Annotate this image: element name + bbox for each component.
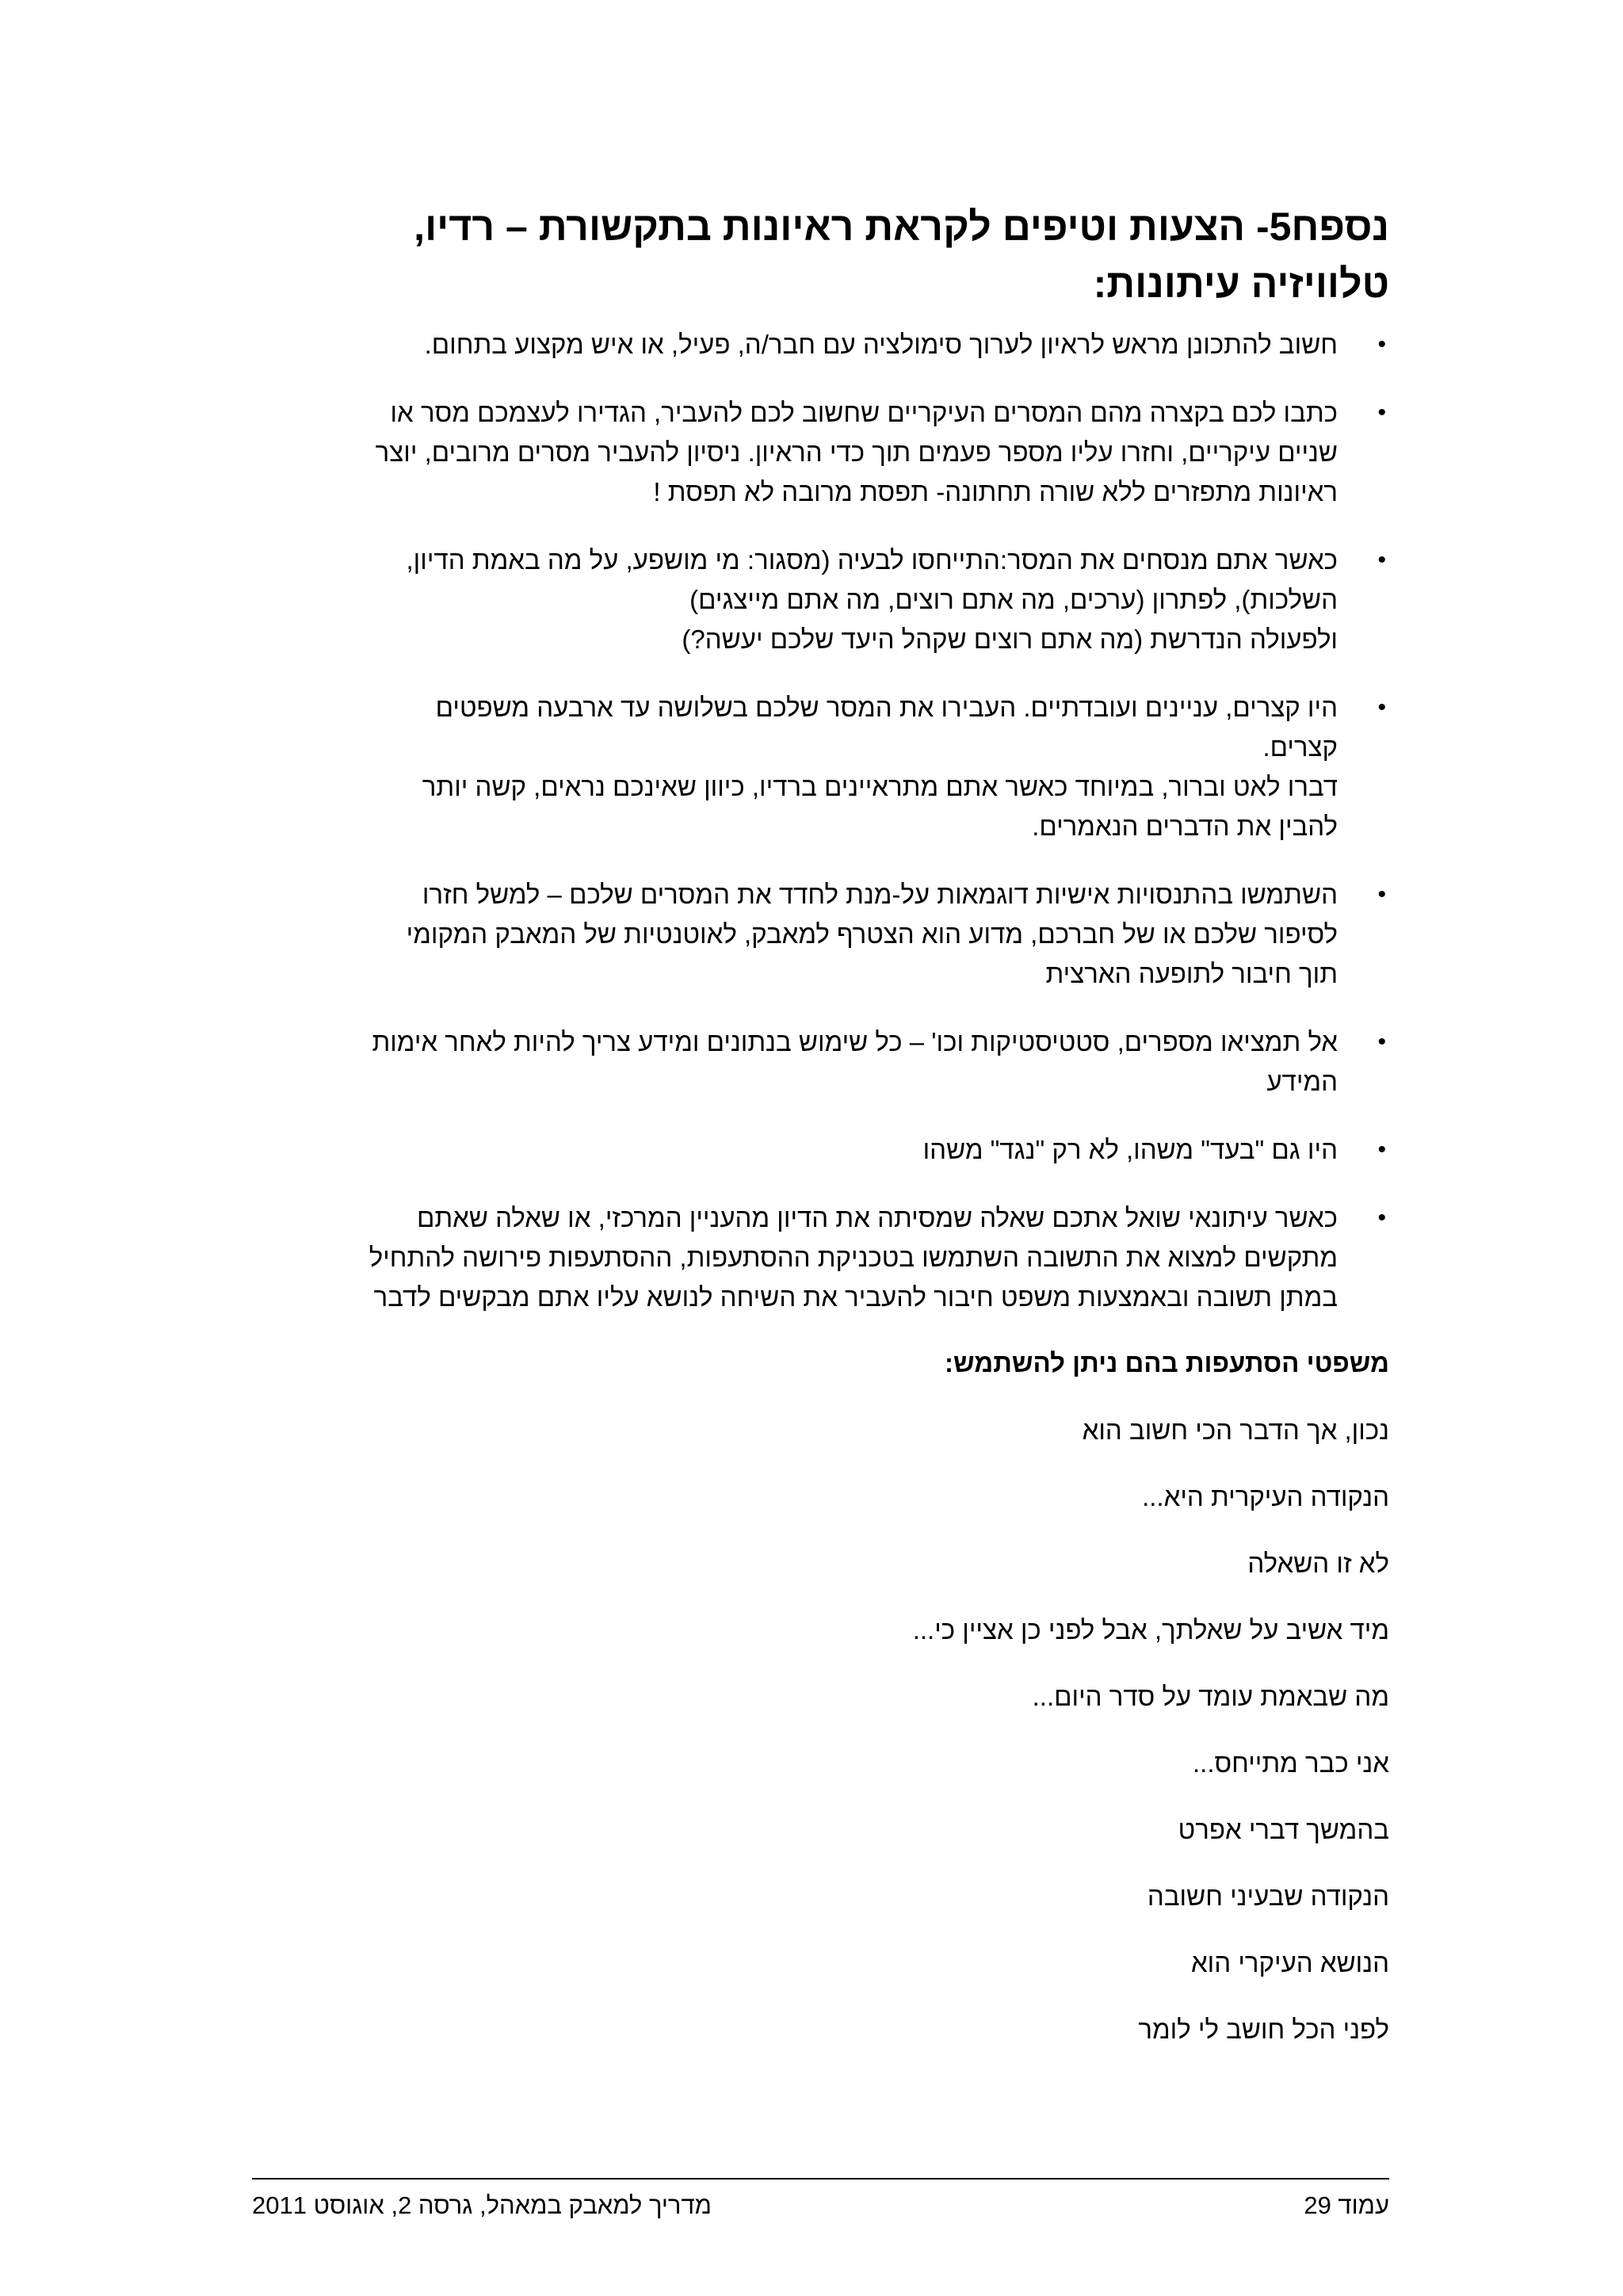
- page-number: עמוד 29: [1304, 2191, 1389, 2219]
- tip-item: [252, 1022, 1389, 1102]
- page-title: [252, 198, 1389, 312]
- tip-item: [252, 1130, 1389, 1170]
- phrase-item: מיד אשיב על שאלתך, אבל לפני כן אציין כי...: [912, 1615, 1389, 1645]
- page-title-line-2: טלוויזיה עיתונות:: [1093, 262, 1389, 306]
- tip-line: להבין את הדברים הנאמרים.: [1032, 812, 1338, 841]
- tip-line: ראיונות מתפזרים ללא שורה תחתונה- תפסת מרובה לא תפסת !: [653, 477, 1338, 506]
- phrase-item: לא זו השאלה: [1247, 1549, 1389, 1578]
- phrase-item: הנקודה העיקרית היא...: [1142, 1482, 1389, 1511]
- tip-line: קצרים.: [1262, 732, 1338, 762]
- bullet-icon: •: [1377, 694, 1386, 720]
- tip-line: כאשר אתם מנסחים את המסר:התייחסו לבעיה (מסגור: מי מושפע, על מה באמת הדיון,: [406, 545, 1338, 575]
- footer-divider: [252, 2178, 1389, 2179]
- tip-item: [252, 1198, 1389, 1317]
- tip-line: מתקשים למצוא את התשובה השתמשו בטכניקת ההסתעפות, ההסתעפות פירושה להתחיל: [369, 1243, 1338, 1272]
- tip-line: דברו לאט וברור, במיוחד כאשר אתם מתראיינים ברדיו, כיוון שאינכם נראים, קשה יותר: [422, 772, 1338, 801]
- phrase-list: [913, 1411, 1389, 2076]
- bullet-icon: •: [1377, 1205, 1386, 1231]
- tip-line: ולפעולה הנדרשת (מה אתם רוצים שקהל היעד שלכם יעשה?): [682, 625, 1338, 654]
- tip-line: אל תמציאו מספרים, סטטיסטיקות וכו' – כל שימוש בנתונים ומידע צריך להיות לאחר אימות: [372, 1027, 1338, 1056]
- bullet-icon: •: [1377, 399, 1386, 426]
- tip-line: היו קצרים, עניינים ועובדתיים. העבירו את המסר שלכם בשלושה עד ארבעה משפטים: [435, 693, 1338, 722]
- tip-item: [252, 325, 1389, 365]
- phrase-item: אני כבר מתייחס...: [1193, 1748, 1389, 1778]
- tip-line: השלכות), לפתרון (ערכים, מה אתם רוצים, מה אתם מייצגים): [689, 585, 1338, 614]
- bullet-icon: •: [1377, 881, 1386, 907]
- phrase-item: בהמשך דברי אפרט: [1178, 1815, 1389, 1844]
- bullet-icon: •: [1377, 547, 1386, 573]
- phrase-item: לפני הכל חושב לי לומר: [1138, 2015, 1389, 2044]
- tip-line: תוך חיבור לתופעה הארצית: [1045, 959, 1338, 988]
- document-page: [252, 0, 1389, 2296]
- page-footer: [252, 2186, 1389, 2225]
- tips-list: [252, 325, 1389, 1346]
- section-subheading: משפטי הסתעפות בהם ניתן להשתמש:: [945, 1348, 1389, 1377]
- tip-line: המידע: [1266, 1067, 1338, 1096]
- tip-item: [252, 688, 1389, 846]
- page-title-line-1: נספח5- הצעות וטיפים לקראת ראיונות בתקשורת – רדיו,: [414, 204, 1389, 249]
- bullet-icon: •: [1377, 331, 1386, 357]
- tip-line: השתמשו בהתנסויות אישיות דוגמאות על-מנת לחדד את המסרים שלכם – למשל חזרו: [422, 880, 1338, 909]
- tip-line: כתבו לכם בקצרה מהם המסרים העיקריים שחשוב לכם להעביר, הגדירו לעצמכם מסר או: [390, 398, 1338, 427]
- phrase-item: הנושא העיקרי הוא: [1190, 1948, 1389, 1977]
- tip-line: היו גם "בעד" משהו, לא רק "נגד" משהו: [922, 1135, 1338, 1164]
- tip-line: במתן תשובה ובאמצעות משפט חיבור להעביר את השיחה לנושא עליו אתם מבקשים לדבר: [373, 1282, 1338, 1312]
- tip-item: [252, 541, 1389, 659]
- document-info: מדריך למאבק במאהל, גרסה 2, אוגוסט 2011: [252, 2191, 712, 2219]
- bullet-icon: •: [1377, 1029, 1386, 1055]
- phrase-item: נכון, אך הדבר הכי חשוב הוא: [1082, 1415, 1389, 1445]
- tip-line: לסיפור שלכם או של חברכם, מדוע הוא הצטרף למאבק, לאוטנטיות של המאבק המקומי: [406, 919, 1338, 949]
- phrase-item: הנקודה שבעיני חשובה: [1147, 1881, 1389, 1911]
- tip-line: שניים עיקריים, וחזרו עליו מספר פעמים תוך כדי הראיון. ניסיון להעביר מסרים מרובים, יוצר: [375, 437, 1338, 467]
- bullet-icon: •: [1377, 1137, 1386, 1163]
- phrase-item: מה שבאמת עומד על סדר היום...: [1032, 1682, 1389, 1711]
- tip-item: [252, 875, 1389, 994]
- tip-item: [252, 393, 1389, 512]
- tip-line: חשוב להתכונן מראש לראיון לערוך סימולציה עם חבר/ה, פעיל, או איש מקצוע בתחום.: [424, 330, 1338, 359]
- tip-line: כאשר עיתונאי שואל אתכם שאלה שמסיתה את הדיון מהעניין המרכזי, או שאלה שאתם: [416, 1203, 1338, 1232]
